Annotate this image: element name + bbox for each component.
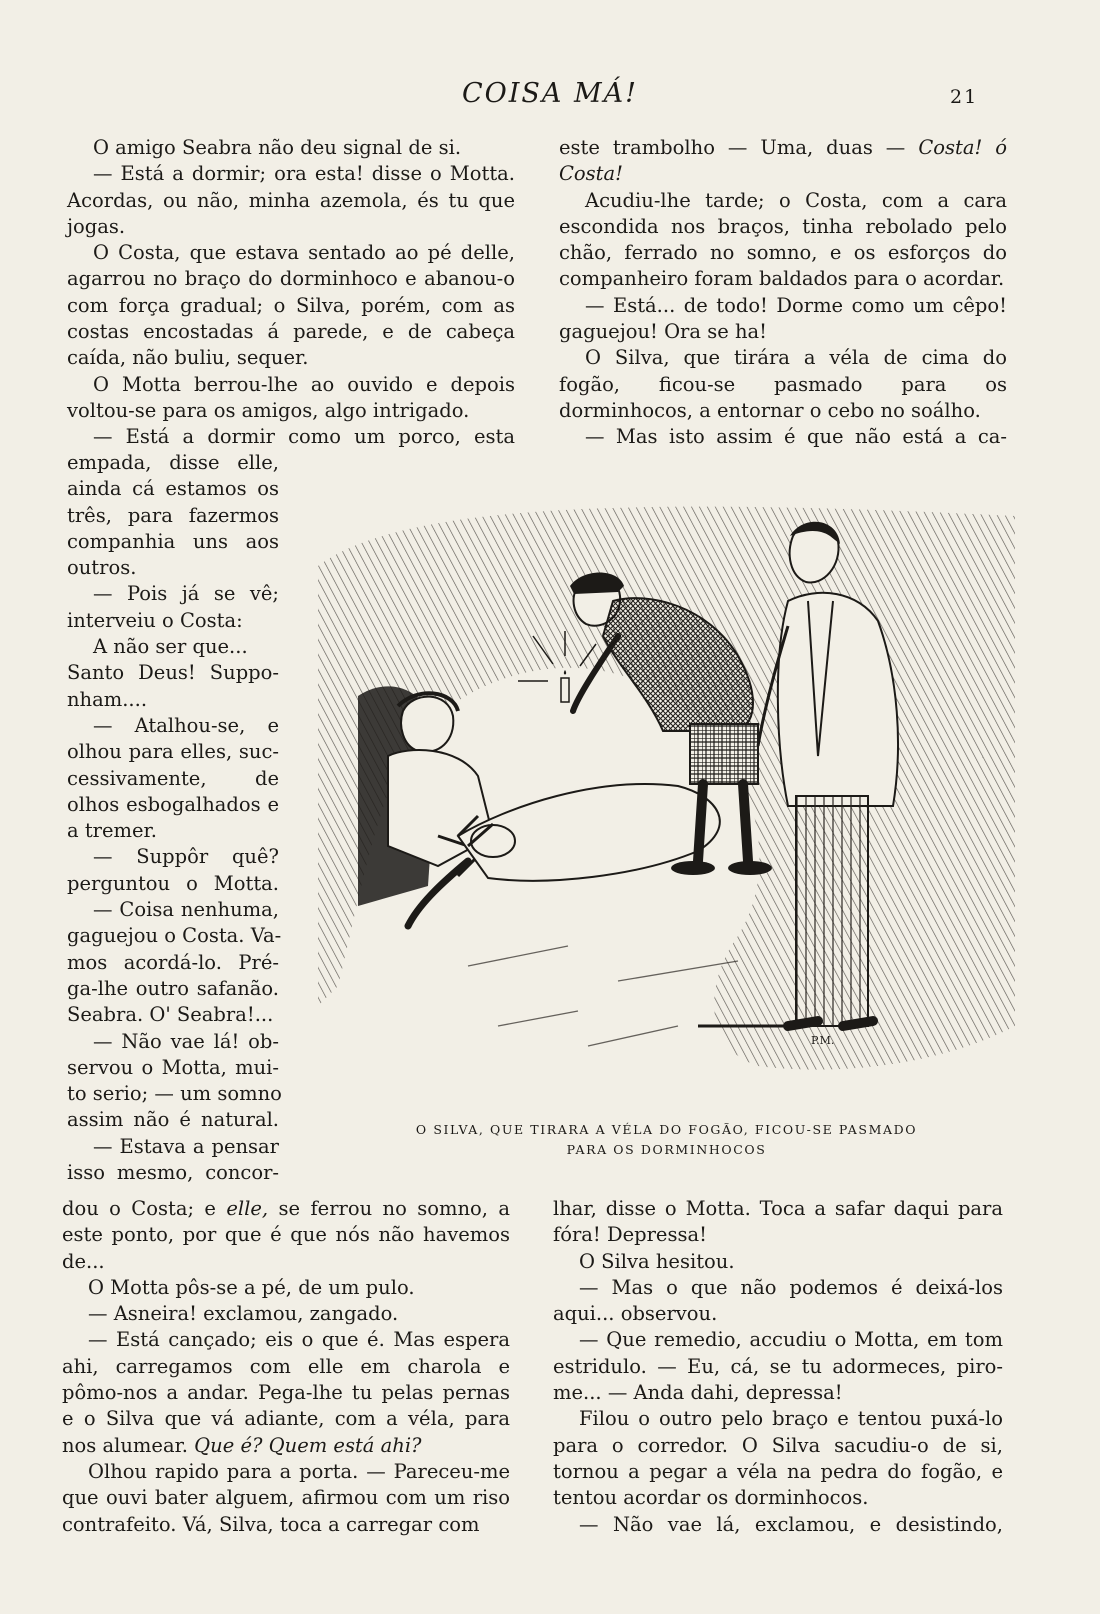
paragraph: O Silva hesitou. bbox=[579, 1249, 735, 1273]
text-line: outros. bbox=[67, 556, 137, 580]
text-line: olhou para elles, suc- bbox=[67, 740, 279, 764]
artist-signature: P.M. bbox=[811, 1034, 835, 1047]
text-line: companhia uns aos bbox=[67, 529, 279, 553]
text-line: assim não é natural. bbox=[67, 1108, 279, 1132]
paragraph: — Não vae lá, exclamou, e desistindo, bbox=[579, 1512, 1003, 1536]
italic-run: Costa! ó Costa! bbox=[559, 136, 1008, 186]
text-run: se ferrou no somno, a este ponto, por que é que nós não havemos de... bbox=[62, 1197, 510, 1273]
italic-run: Que é? Quem está ahi? bbox=[194, 1433, 422, 1457]
paragraph: — Asneira! exclamou, zangado. bbox=[88, 1302, 399, 1326]
narrow-column bbox=[67, 450, 282, 1186]
right-column-bottom bbox=[553, 1196, 1003, 1538]
paragraph: O Motta pôs-se a pé, de um pulo. bbox=[88, 1275, 415, 1299]
text-line: — Atalhou-se, e bbox=[93, 713, 279, 737]
left-column-top bbox=[67, 135, 515, 451]
text-line: — Não vae lá! ob- bbox=[93, 1029, 279, 1053]
text-line: empada, disse elle, bbox=[67, 451, 279, 474]
text-line: — Coisa nenhuma, bbox=[93, 898, 279, 922]
paragraph: O Motta berrou-lhe ao ouvido e depois voltou-se para os amigos, algo intrigado. bbox=[67, 372, 515, 422]
text-line: isso mesmo, concor- bbox=[67, 1161, 279, 1185]
paragraph: Olhou rapido para a porta. — Pareceu-me que ouvi bater alguem, afirmou com um riso contrafeito. Vá, Silva, toca a carregar com bbox=[62, 1459, 510, 1536]
text-line: mos acordá-lo. Pré- bbox=[67, 950, 279, 974]
paragraph: O amigo Seabra não deu signal de si. bbox=[93, 136, 462, 159]
right-column-top bbox=[559, 135, 1007, 451]
paragraph: — Está a dormir; ora esta! disse o Motta. Acordas, ou não, minha azemola, és tu que jogas. bbox=[67, 162, 515, 238]
text-line: — Suppôr quê? bbox=[93, 845, 279, 869]
caption-line: PARA OS DORMINHOCOS bbox=[566, 1142, 767, 1157]
paragraph bbox=[62, 1196, 510, 1275]
paragraph: — Mas isto assim é que não está a ca- bbox=[585, 425, 1007, 449]
paragraph: Acudiu-lhe tarde; o Costa, com a cara escondida nos braços, tinha rebolado pelo chão, ferrado no somno, e os esforços do companheiro foram baldados para o acordar. bbox=[559, 188, 1007, 291]
running-title: COISA MÁ! bbox=[461, 78, 639, 109]
text-line: ga-lhe outro safanão. bbox=[67, 976, 279, 1000]
text-line: A não ser que... bbox=[93, 635, 248, 659]
paragraph: — Mas o que não podemos é deixá-los aqui... observou. bbox=[553, 1275, 1003, 1326]
paragraph: — Está... de todo! Dorme como um cêpo! gaguejou! Ora se ha! bbox=[559, 293, 1007, 344]
illustration-caption bbox=[318, 1120, 1015, 1160]
text-run: — Está cançado; eis o que é. Mas espera ahi, carregamos com elle em charola e pômo-nos a andar. Pega-lhe tu pelas pernas e o Silva que vá adiante, com a véla, para nos alumear. bbox=[62, 1328, 510, 1457]
page-number: 21 bbox=[950, 86, 979, 108]
paragraph: lhar, disse o Motta. Toca a safar daqui para fóra! Depressa! bbox=[553, 1197, 1003, 1247]
text-line: Santo Deus! Suppo- bbox=[67, 661, 279, 685]
paragraph bbox=[559, 135, 1007, 188]
text-line: gaguejou o Costa. Va- bbox=[67, 924, 282, 948]
floor-lines bbox=[468, 946, 738, 1046]
paragraph: Filou o outro pelo braço e tentou puxá-lo para o corredor. O Silva sacudiu-o de si, tornou a pegar a véla na pedra do fogão, e tentou acordar os dorminhocos. bbox=[553, 1407, 1003, 1510]
text-line: Seabra. O' Seabra!... bbox=[67, 1003, 274, 1027]
paragraph: O Costa, que estava sentado ao pé delle, agarrou no braço do dorminhoco e abanou-o com força gradual; o Silva, porém, com as costas encostadas á parede, e de cabeça caída, não buliu, sequer. bbox=[67, 241, 515, 370]
text-run: dou o Costa; e bbox=[62, 1197, 227, 1220]
text-line: três, para fazermos bbox=[67, 503, 279, 527]
text-line: to serio; — um somno bbox=[67, 1082, 282, 1106]
text-line: cessivamente, de bbox=[67, 766, 279, 790]
text-line: interveiu o Costa: bbox=[67, 608, 243, 632]
paragraph: O Silva, que tirára a véla de cima do fogão, ficou-se pasmado para os dorminhocos, a entornar o cebo no soálho. bbox=[559, 346, 1007, 422]
text-line: olhos esbogalhados e bbox=[67, 792, 279, 816]
text-line: — Estava a pensar bbox=[93, 1134, 279, 1158]
text-line: ainda cá estamos os bbox=[67, 477, 279, 501]
paragraph: — Está a dormir como um porco, esta bbox=[93, 425, 515, 449]
text-run: este trambolho — Uma, duas — bbox=[559, 136, 919, 159]
left-column-bottom bbox=[62, 1196, 510, 1538]
text-line: a tremer. bbox=[67, 819, 157, 843]
story-illustration bbox=[318, 506, 1015, 1088]
paragraph: — Que remedio, accudiu o Motta, em tom estridulo. — Eu, cá, se tu adormeces, piro-me... — Anda dahi, depressa! bbox=[553, 1328, 1003, 1405]
text-line: servou o Motta, mui- bbox=[67, 1055, 279, 1079]
text-line: perguntou o Motta. bbox=[67, 871, 279, 895]
caption-line: O SILVA, QUE TIRARA A VÉLA DO FOGÃO, FICOU-SE PASMADO bbox=[415, 1122, 918, 1137]
italic-run: elle, bbox=[226, 1197, 269, 1220]
text-line: nham.... bbox=[67, 687, 148, 711]
paragraph bbox=[62, 1327, 510, 1458]
text-line: — Pois já se vê; bbox=[93, 582, 279, 606]
